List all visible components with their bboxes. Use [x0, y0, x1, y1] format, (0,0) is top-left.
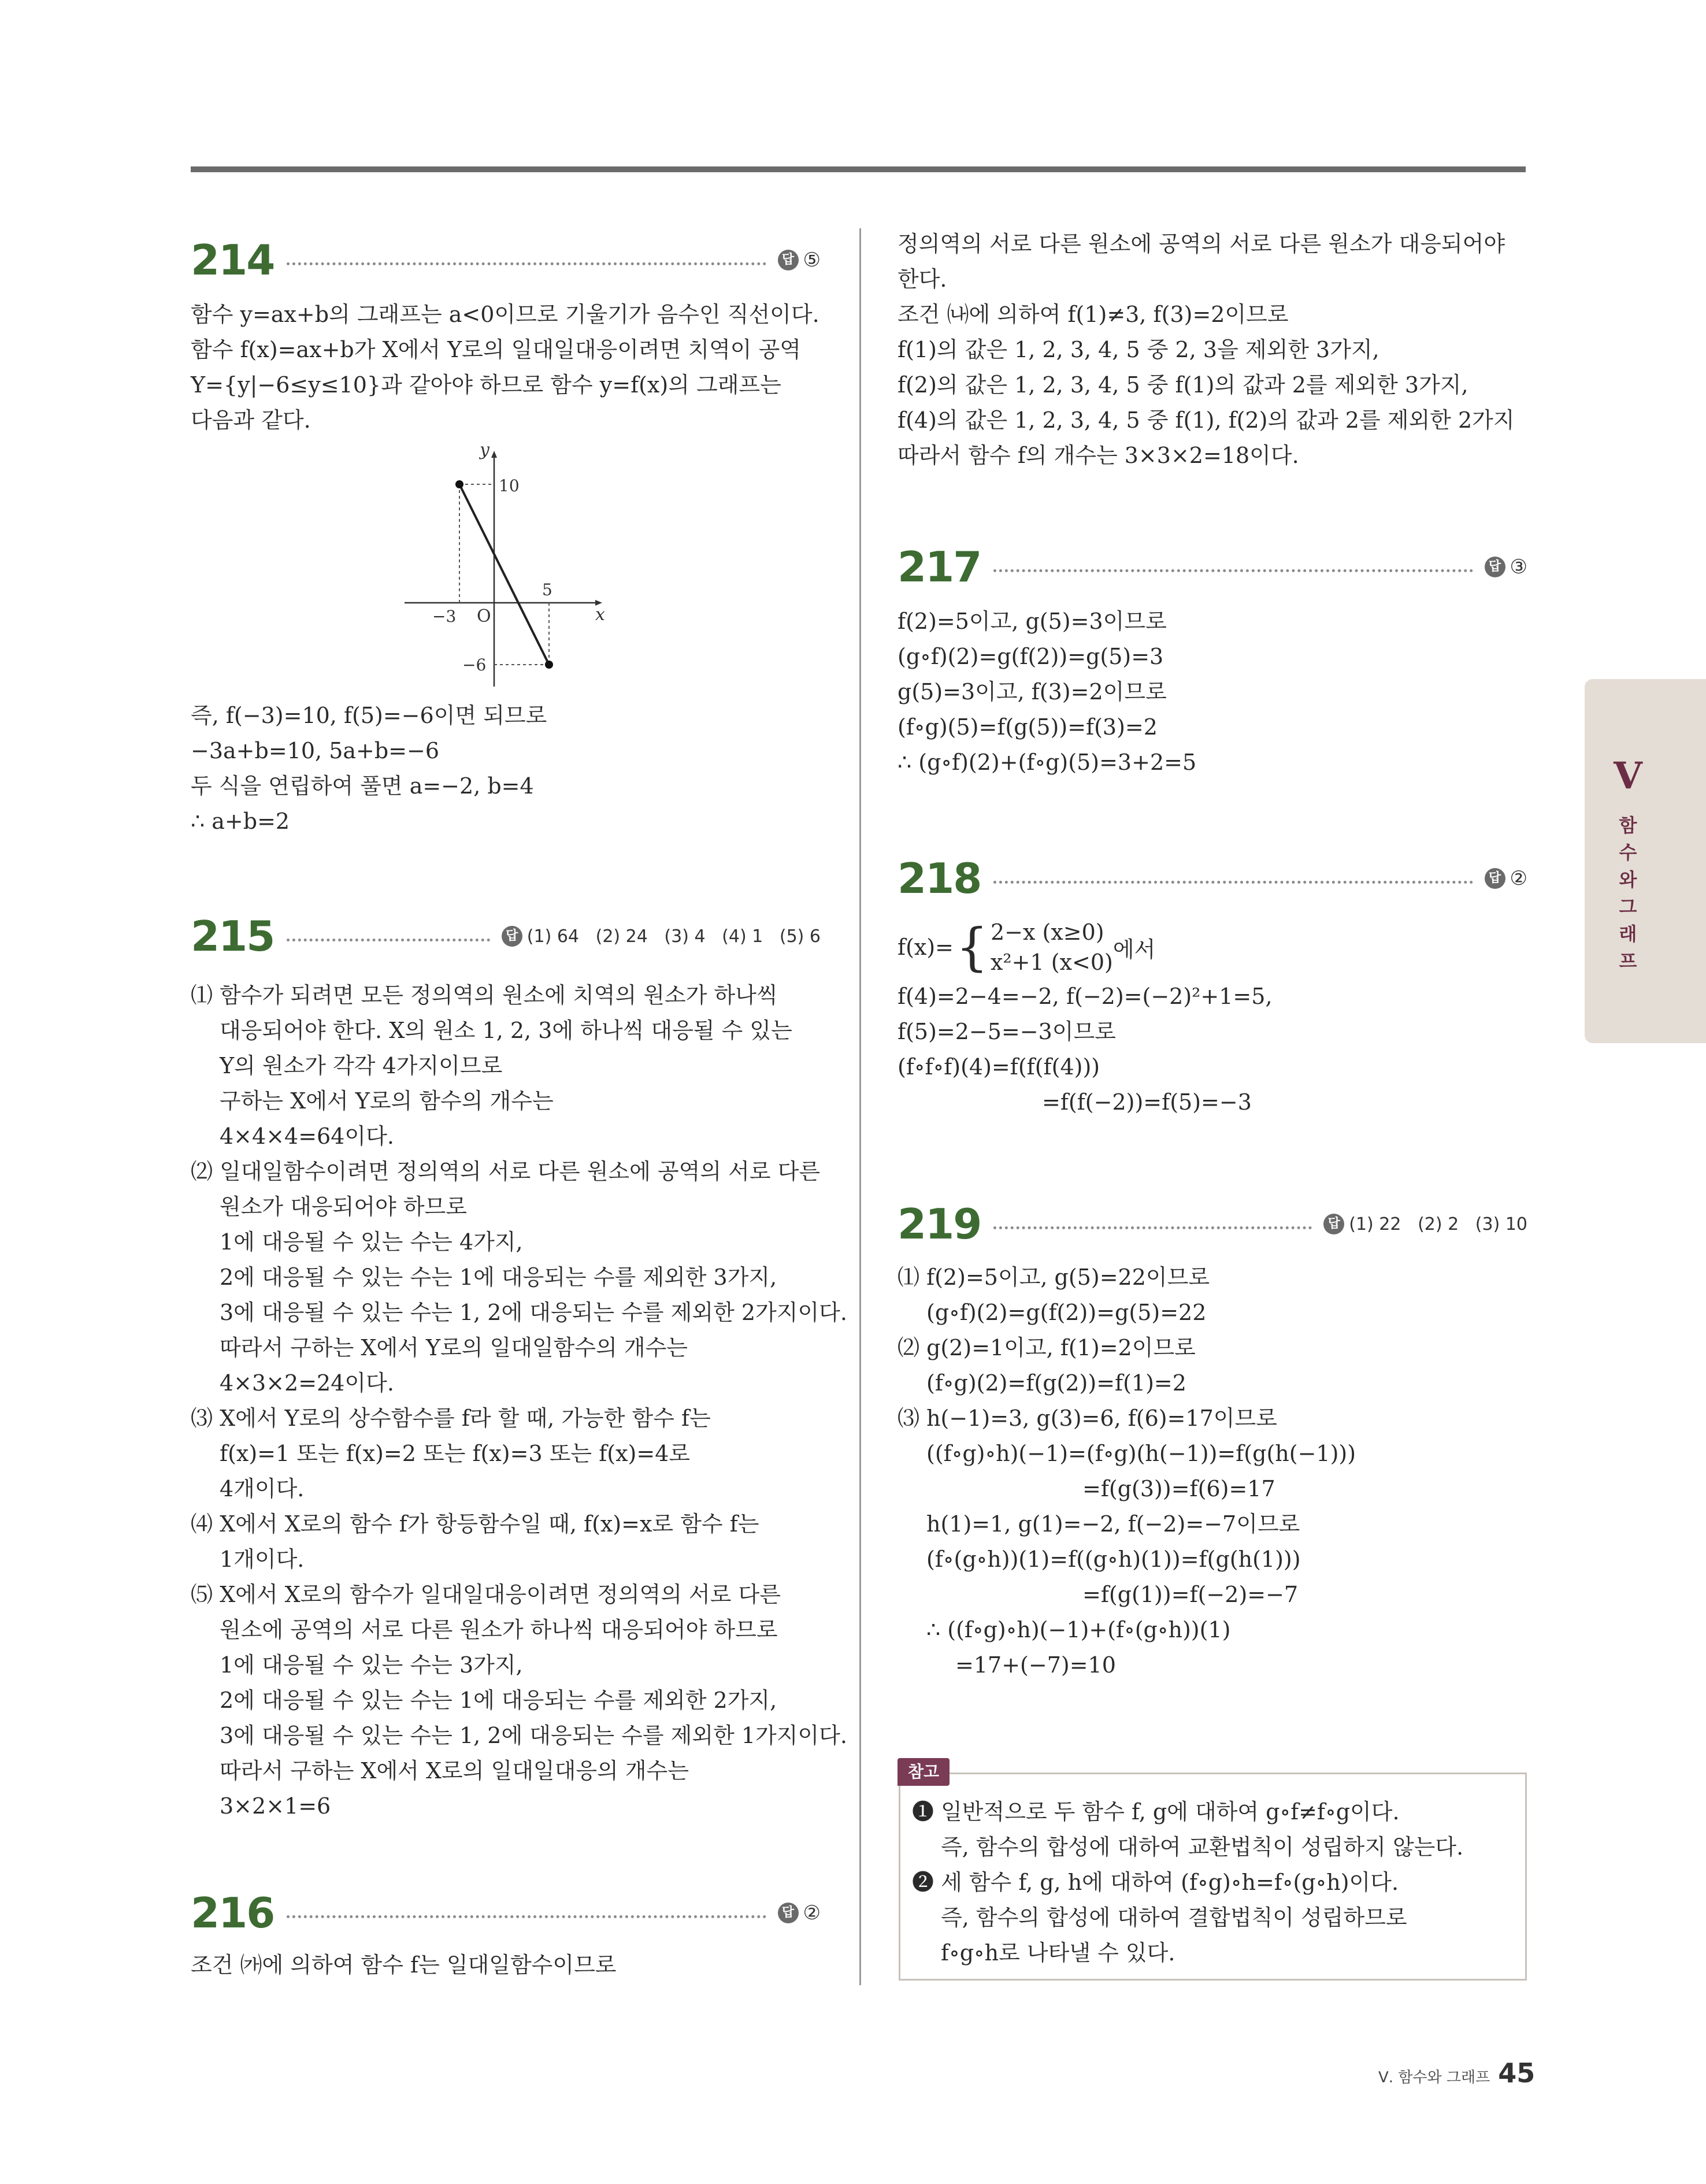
text-line: ⑵ 일대일함수이려면 정의역의 서로 다른 원소에 공역의 서로 다른 — [191, 1159, 821, 1184]
text-line: ⑷ X에서 X로의 함수 f가 항등함수일 때, f(x)=x로 함수 f는 — [191, 1511, 759, 1537]
leader-dots — [287, 262, 766, 265]
text-line: 4×3×2=24이다. — [220, 1370, 394, 1396]
chapter-title — [1585, 812, 1671, 975]
problem-number: 217 — [897, 543, 981, 591]
text-line: 4×4×4=64이다. — [220, 1123, 394, 1149]
text-line: 2에 대응될 수 있는 수는 1에 대응되는 수를 제외한 2가지, — [220, 1688, 777, 1713]
text-line: (g∘f)(2)=g(f(2))=g(5)=22 — [926, 1300, 1207, 1325]
text-line: 2에 대응될 수 있는 수는 1에 대응되는 수를 제외한 3가지, — [220, 1265, 777, 1290]
text-line: ∴ ((f∘g)∘h)(−1)+(f∘(g∘h))(1) — [926, 1617, 1231, 1642]
text-line: f(4)의 값은 1, 2, 3, 4, 5 중 f(1), f(2)의 값과 2를 제외한 2가지 — [897, 407, 1515, 433]
problem-number: 215 — [191, 912, 275, 961]
text-line: (f∘(g∘h))(1)=f((g∘h)(1))=f(g(h(1))) — [926, 1547, 1301, 1572]
chapter-char: 함 — [1619, 814, 1637, 836]
text-line: f(2)=5이고, g(5)=3이므로 — [897, 609, 1167, 634]
column-divider — [859, 228, 861, 1985]
page-number: 45 — [1498, 2057, 1536, 2089]
endpoint-start — [455, 480, 463, 488]
note-line: f∘g∘h로 나타낼 수 있다. — [941, 1940, 1175, 1966]
piece-cases — [991, 917, 1113, 977]
text-line: ∴ a+b=2 — [191, 809, 290, 834]
tick-label-10: 10 — [499, 476, 520, 495]
answer-icon: 답 — [1485, 868, 1505, 889]
text-line: 원소가 대응되어야 하므로 — [220, 1194, 467, 1219]
piecewise-definition — [897, 915, 1527, 979]
chapter-char: 프 — [1619, 950, 1637, 972]
text-line: =f(g(1))=f(−2)=−7 — [1082, 1582, 1299, 1607]
top-rule — [191, 166, 1526, 172]
text-line: 1에 대응될 수 있는 수는 3가지, — [220, 1652, 523, 1678]
origin-label: O — [477, 606, 491, 626]
answer-icon: 답 — [778, 250, 799, 270]
text-line: 정의역의 서로 다른 원소에 공역의 서로 다른 원소가 대응되어야 — [897, 231, 1505, 257]
text-line: 3에 대응될 수 있는 수는 1, 2에 대응되는 수를 제외한 1가지이다. — [220, 1723, 847, 1748]
answer-icon: 답 — [778, 1903, 799, 1923]
chapter-side-tab — [1585, 679, 1706, 1043]
text-line: ⑶ h(−1)=3, g(3)=6, f(6)=17이므로 — [897, 1406, 1277, 1431]
answer-value: ② — [1510, 867, 1527, 890]
text-line: ⑴ f(2)=5이고, g(5)=22이므로 — [897, 1265, 1210, 1290]
text-line: 다음과 같다. — [191, 407, 311, 433]
text-line: 따라서 함수 f의 개수는 3×3×2=18이다. — [897, 443, 1299, 468]
text-line: 조건 ㈏에 의하여 f(1)≠3, f(3)=2이므로 — [897, 302, 1289, 327]
text-line: f(x)=1 또는 f(x)=2 또는 f(x)=3 또는 f(x)=4로 — [220, 1441, 691, 1466]
text-line: 두 식을 연립하여 풀면 a=−2, b=4 — [191, 773, 534, 799]
text-line: ⑶ X에서 Y로의 상수함수를 f라 할 때, 가능한 함수 f는 — [191, 1406, 711, 1431]
text-line: Y의 원소가 각각 4가지이므로 — [220, 1053, 503, 1078]
chapter-char: 와 — [1619, 869, 1637, 891]
text-line: f(1)의 값은 1, 2, 3, 4, 5 중 2, 3을 제외한 3가지, — [897, 337, 1379, 362]
leader-dots — [287, 1915, 766, 1918]
leader-dots — [993, 569, 1473, 572]
y-label: y — [480, 440, 489, 460]
note-line: ❶ 일반적으로 두 함수 f, g에 대하여 g∘f≠f∘g이다. — [912, 1799, 1400, 1825]
answer — [1485, 555, 1527, 579]
answer — [778, 1901, 821, 1925]
piece-top: 2−x (x≥0) — [991, 919, 1104, 945]
footer-chapter: Ⅴ. 함수와 그래프 — [1378, 2069, 1490, 2086]
piece-rhs: 에서 — [1112, 936, 1156, 962]
answer-icon: 답 — [1323, 1214, 1344, 1234]
piece-bottom: x²+1 (x<0) — [991, 950, 1113, 975]
right-column — [897, 227, 1527, 1683]
answer-value: ② — [803, 1901, 821, 1925]
leader-dots — [287, 939, 490, 941]
chapter-char: 수 — [1619, 841, 1637, 863]
text-line: 4개이다. — [220, 1476, 305, 1501]
text-line: (f∘g)(5)=f(g(5))=f(3)=2 — [897, 714, 1158, 740]
text-line: h(1)=1, g(1)=−2, f(−2)=−7이므로 — [926, 1511, 1300, 1537]
answer — [1485, 867, 1527, 890]
problem-217-header — [897, 538, 1527, 596]
page-footer — [1378, 2057, 1535, 2089]
text-line: =f(f(−2))=f(5)=−3 — [1042, 1089, 1252, 1115]
text-line: 함수 y=ax+b의 그래프는 a<0이므로 기울기가 음수인 직선이다. — [191, 302, 819, 327]
brace: { — [956, 917, 988, 977]
text-line: Y={y|−6≤y≤10}과 같아야 하므로 함수 y=f(x)의 그래프는 — [191, 372, 781, 398]
tick-label-5: 5 — [542, 580, 552, 599]
text-line: 함수 f(x)=ax+b가 X에서 Y로의 일대일대응이려면 치역이 공역 — [191, 337, 802, 362]
problem-number: 216 — [191, 1889, 275, 1937]
problem-number: 219 — [897, 1200, 981, 1248]
leader-dots — [993, 1226, 1312, 1229]
text-line: 1에 대응될 수 있는 수는 4가지, — [220, 1229, 523, 1255]
tick-label-neg6: −6 — [462, 655, 487, 674]
text-line: ⑸ X에서 X로의 함수가 일대일대응이려면 정의역의 서로 다른 — [191, 1582, 781, 1607]
answer-value: ⑤ — [803, 249, 821, 272]
linear-graph — [393, 438, 613, 692]
text-line: f(2)의 값은 1, 2, 3, 4, 5 중 f(1)의 값과 2를 제외한 3가지, — [897, 372, 1468, 398]
problem-216-header — [191, 1884, 821, 1942]
text-line: 따라서 구하는 X에서 Y로의 일대일함수의 개수는 — [220, 1335, 688, 1360]
note-body — [912, 1794, 1519, 1971]
function-segment — [459, 484, 549, 665]
text-line: −3a+b=10, 5a+b=−6 — [191, 738, 440, 763]
text-line: (g∘f)(2)=g(f(2))=g(5)=3 — [897, 644, 1164, 669]
text-line: 3에 대응될 수 있는 수는 1, 2에 대응되는 수를 제외한 2가지이다. — [220, 1300, 847, 1325]
problem-219-header — [897, 1195, 1527, 1253]
chapter-char: 그 — [1619, 896, 1637, 918]
text-line: ((f∘g)∘h)(−1)=(f∘g)(h(−1))=f(g(h(−1))) — [926, 1441, 1356, 1466]
text-line: 원소에 공역의 서로 다른 원소가 하나씩 대응되어야 하므로 — [220, 1617, 778, 1642]
note-line: 즉, 함수의 합성에 대하여 결합법칙이 성립하므로 — [941, 1905, 1407, 1930]
answer-value: (1) 22 (2) 2 (3) 10 — [1349, 1214, 1527, 1234]
text-line: =17+(−7)=10 — [955, 1652, 1116, 1678]
note-line: ❷ 세 함수 f, g, h에 대하여 (f∘g)∘h=f∘(g∘h)이다. — [912, 1870, 1399, 1895]
problem-218-header — [897, 850, 1527, 907]
piece-lhs: f(x)= — [897, 935, 954, 960]
y-axis-arrow — [491, 451, 497, 458]
text-line: ⑴ 함수가 되려면 모든 정의역의 원소에 치역의 원소가 하나씩 — [191, 982, 778, 1008]
x-label: x — [595, 605, 605, 625]
answer — [502, 926, 821, 947]
text-line: 1개이다. — [220, 1547, 305, 1572]
endpoint-end — [545, 661, 553, 669]
text-line: ∴ (g∘f)(2)+(f∘g)(5)=3+2=5 — [897, 750, 1197, 775]
text-line: 따라서 구하는 X에서 X로의 일대일대응의 개수는 — [220, 1758, 689, 1783]
tick-label-neg3: −3 — [432, 607, 457, 626]
chapter-roman: V — [1614, 754, 1642, 798]
answer-value: (1) 64 (2) 24 (3) 4 (4) 1 (5) 6 — [526, 926, 821, 947]
text-line: 조건 ㈎에 의하여 함수 f는 일대일함수이므로 — [191, 1952, 617, 1978]
note-tag: 참고 — [897, 1758, 950, 1786]
text-line: 구하는 X에서 Y로의 함수의 개수는 — [220, 1088, 554, 1114]
text-line: ⑵ g(2)=1이고, f(1)=2이므로 — [897, 1335, 1196, 1360]
text-line: (f∘f∘f)(4)=f(f(f(4))) — [897, 1054, 1100, 1080]
note-line: 즉, 함수의 합성에 대하여 교환법칙이 성립하지 않는다. — [941, 1834, 1464, 1860]
text-line: =f(g(3))=f(6)=17 — [1082, 1476, 1275, 1501]
answer-icon: 답 — [502, 926, 522, 947]
text-line: f(5)=2−5=−3이므로 — [897, 1019, 1116, 1044]
leader-dots — [993, 881, 1473, 884]
answer — [778, 249, 821, 272]
problem-215-header — [191, 907, 821, 965]
text-line: g(5)=3이고, f(3)=2이므로 — [897, 679, 1167, 704]
answer — [1323, 1214, 1527, 1234]
text-line: 한다. — [897, 266, 947, 292]
problem-215-body — [191, 978, 847, 1824]
problem-number: 214 — [191, 236, 275, 284]
text-line: 3×2×1=6 — [220, 1793, 331, 1819]
text-line: 대응되어야 한다. X의 원소 1, 2, 3에 하나씩 대응될 수 있는 — [220, 1018, 792, 1043]
answer-value: ③ — [1510, 555, 1527, 579]
answer-icon: 답 — [1485, 557, 1505, 577]
text-line: 즉, f(−3)=10, f(5)=−6이면 되므로 — [191, 703, 547, 728]
problem-number: 218 — [897, 854, 981, 903]
text-line: f(4)=2−4=−2, f(−2)=(−2)²+1=5, — [897, 984, 1273, 1009]
chapter-char: 래 — [1619, 923, 1637, 945]
problem-214-header — [191, 231, 821, 289]
text-line: (f∘g)(2)=f(g(2))=f(1)=2 — [926, 1370, 1186, 1396]
